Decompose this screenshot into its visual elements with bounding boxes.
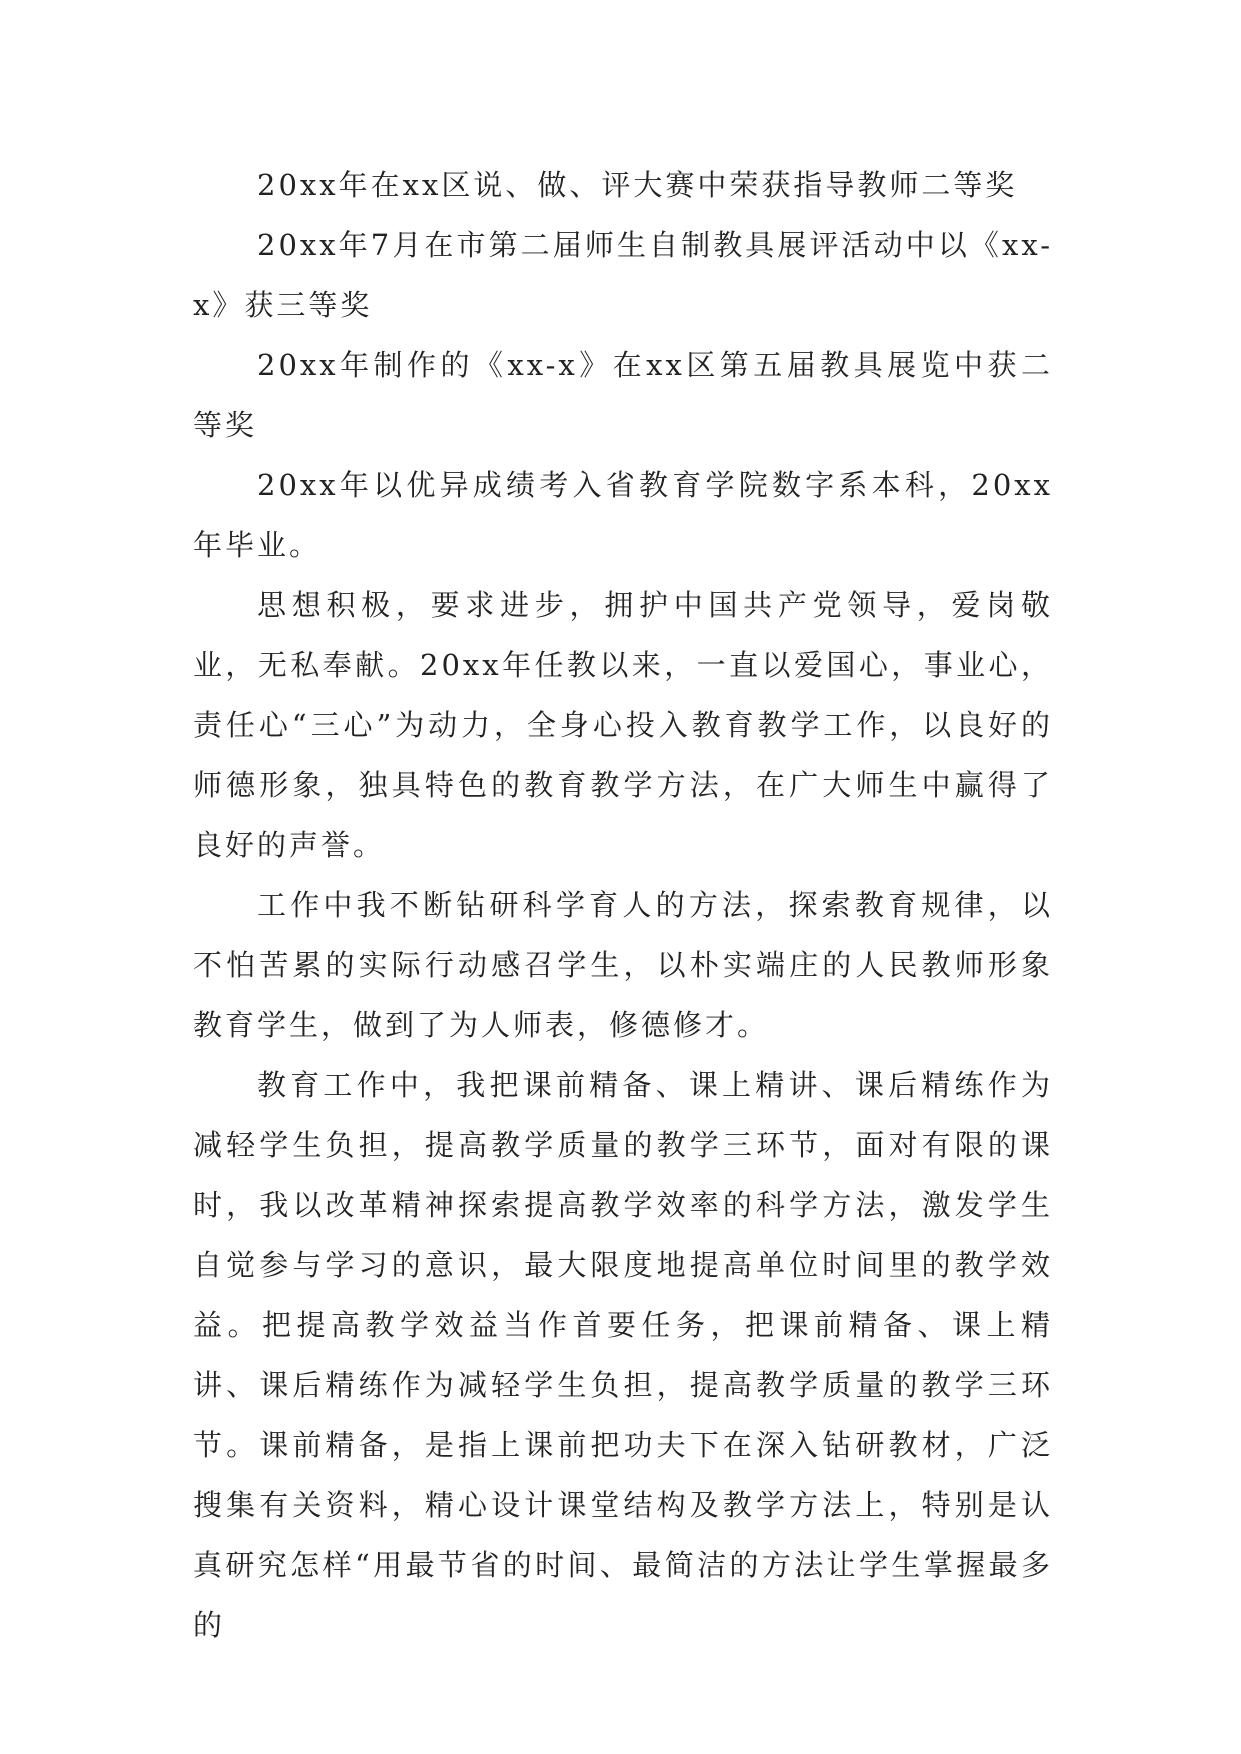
paragraph-award-1: 20xx年在xx区说、做、评大赛中荣获指导教师二等奖 (257, 168, 1018, 202)
paragraph-education: 20xx年以优异成绩考入省教育学院数字系本科，20xx年毕业。 (193, 468, 1053, 562)
paragraph-ideology: 思想积极，要求进步，拥护中国共产党领导，爱岗敬业，无私奉献。20xx年任教以来，一直以爱国心，事业心，责任心“三心”为动力，全身心投入教育教学工作，以良好的师德形象，独具特色的教育教学方法，在广大师生中赢得了良好的声誉。 (193, 588, 1053, 862)
paragraph-award-2: 20xx年7月在市第二届师生自制教具展评活动中以《xx-x》获三等奖 (193, 228, 1053, 322)
paragraph-teaching: 教育工作中，我把课前精备、课上精讲、课后精练作为减轻学生负担，提高教学质量的教学三环节，面对有限的课时，我以改革精神探索提高教学效率的科学方法，激发学生自觉参与学习的意识，最大限度地提高单位时间里的教学效益。把提高教学效益当作首要任务，把课前精备、课上精讲、课后精练作为减轻学生负担，提高教学质量的教学三环节。课前精备，是指上课前把功夫下在深入钻研教材，广泛搜集有关资料，精心设计课堂结构及教学方法上，特别是认真研究怎样“用最节省的时间、最简洁的方法让学生掌握最多的 (193, 1068, 1053, 1642)
paragraph-award-3: 20xx年制作的《xx-x》在xx区第五届教具展览中获二等奖 (193, 348, 1053, 442)
document-body (193, 155, 1053, 1655)
paragraph-work-method: 工作中我不断钻研科学育人的方法，探索教育规律，以不怕苦累的实际行动感召学生，以朴实端庄的人民教师形象教育学生，做到了为人师表，修德修才。 (193, 888, 1053, 1042)
